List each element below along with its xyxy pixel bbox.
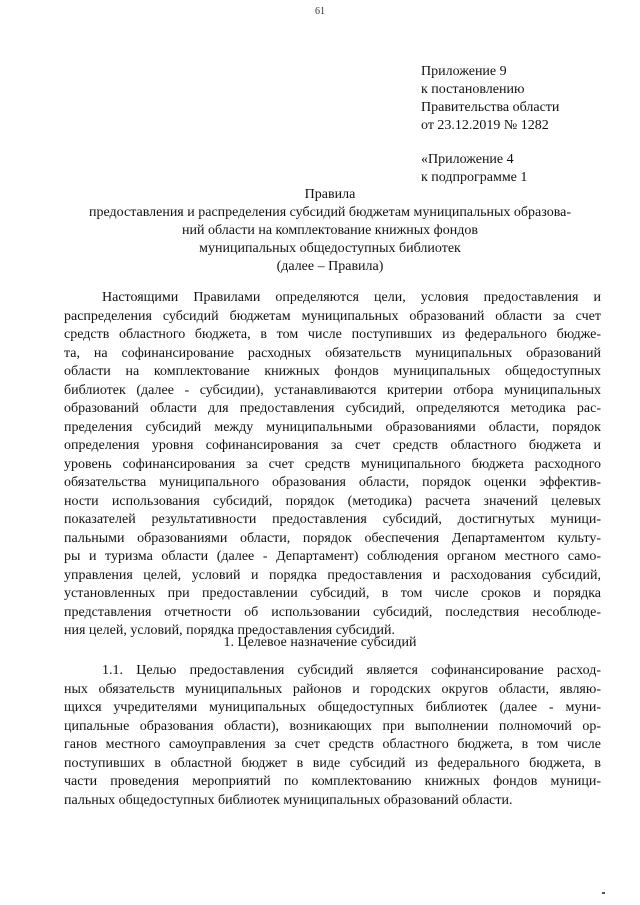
paragraph-line: средств областного бюджета, в том числе поступивших из федерального бюдже- — [64, 327, 601, 342]
paragraph-line: ния целей, условий, порядка предоставления субсидий. — [64, 623, 396, 638]
scan-mark — [602, 892, 605, 894]
section-heading: 1. Целевое назначение субсидий — [223, 635, 417, 650]
title-line: (далее – Правила) — [276, 259, 384, 274]
appendix-reference — [421, 63, 559, 135]
appendix-line: Правительства области — [421, 100, 560, 115]
subprogram-appendix-reference — [421, 151, 527, 187]
paragraph-line: обязательства муниципального образования области, порядок оценки эффектив- — [64, 475, 601, 490]
paragraph-line: пальными образованиями области, порядок обеспечения Департаментом культу- — [64, 530, 601, 546]
title-line: ний области на комплектование книжных фондов — [182, 223, 478, 238]
paragraph-line: та, на софинансирование расходных обязательств муниципальных образований — [64, 345, 601, 361]
appendix-line: Приложение 9 — [421, 64, 507, 79]
section1-paragraph — [64, 662, 601, 810]
paragraph-line: представления отчетности об использовании субсидий, последствия несоблюде- — [64, 604, 601, 620]
title-line: предоставления и распределения субсидий бюджетам муниципальных образова- — [88, 205, 571, 220]
paragraph-line: ципальные образования области), возникающих при выполнении полномочий ор- — [64, 718, 601, 734]
paragraph-line: ры и туризма области (далее - Департамент) соблюдения органом местного само- — [64, 549, 601, 564]
appendix-line: от 23.12.2019 № 1282 — [421, 118, 549, 133]
page-number: 61 — [315, 6, 325, 17]
appendix-line: «Приложение 4 — [421, 152, 514, 167]
title-line: муниципальных общедоступных библиотек — [199, 241, 461, 256]
paragraph-line: показателей результативности предоставления субсидий, достигнутых муници- — [64, 512, 601, 527]
paragraph-line: поступивших в областной бюджет в виде субсидий из федерального бюджета, в — [64, 755, 601, 771]
paragraph-line: пределения субсидий между муниципальными образованиями области, порядок — [64, 419, 601, 435]
paragraph-line: Настоящими Правилами определяются цели, условия предоставления и — [102, 290, 601, 305]
paragraph-line: установленных при предоставлении субсидий, в том числе сроков и порядка — [64, 586, 601, 601]
paragraph-line: пальных общедоступных библиотек муниципальных образований области. — [64, 792, 513, 808]
paragraph-line: ности использования субсидий, порядок (методика) расчета значений целевых — [64, 493, 601, 509]
paragraph-line: управления целей, условий и порядка предоставления и расходования субсидий, — [64, 567, 601, 583]
paragraph-line: области на комплектование книжных фондов муниципальных общедоступных — [64, 364, 601, 379]
paragraph-line: определения уровня софинансирования за счет средств областного бюджета и — [64, 438, 601, 453]
paragraph-line: части проведения мероприятий по комплектованию книжных фондов муници- — [64, 774, 601, 789]
intro-paragraph — [64, 289, 601, 641]
paragraph-line: ганов местного самоуправления за счет средств областного бюджета, в том числе — [64, 737, 601, 752]
document-title — [50, 186, 610, 276]
paragraph-line: щихся учредителями муниципальных общедоступных библиотек (далее - муни- — [64, 700, 601, 715]
paragraph-line: ных обязательств муниципальных районов и городских округов области, являю- — [64, 681, 601, 697]
paragraph-line: образований области для предоставления субсидий, определяются методика рас- — [64, 401, 601, 416]
paragraph-line: распределения субсидий бюджетам муниципальных образований области за счет — [64, 308, 601, 324]
paragraph-line: 1.1. Целью предоставления субсидий является софинансирование расход- — [102, 663, 601, 678]
paragraph-line: уровень софинансирования за счет средств муниципального бюджета расходного — [64, 456, 601, 472]
appendix-line: к постановлению — [421, 82, 525, 97]
paragraph-line: библиотек (далее - субсидии), устанавливаются критерии отбора муниципальных — [64, 382, 601, 398]
title-line: Правила — [304, 187, 356, 202]
appendix-line: к подпрограмме 1 — [421, 170, 528, 185]
